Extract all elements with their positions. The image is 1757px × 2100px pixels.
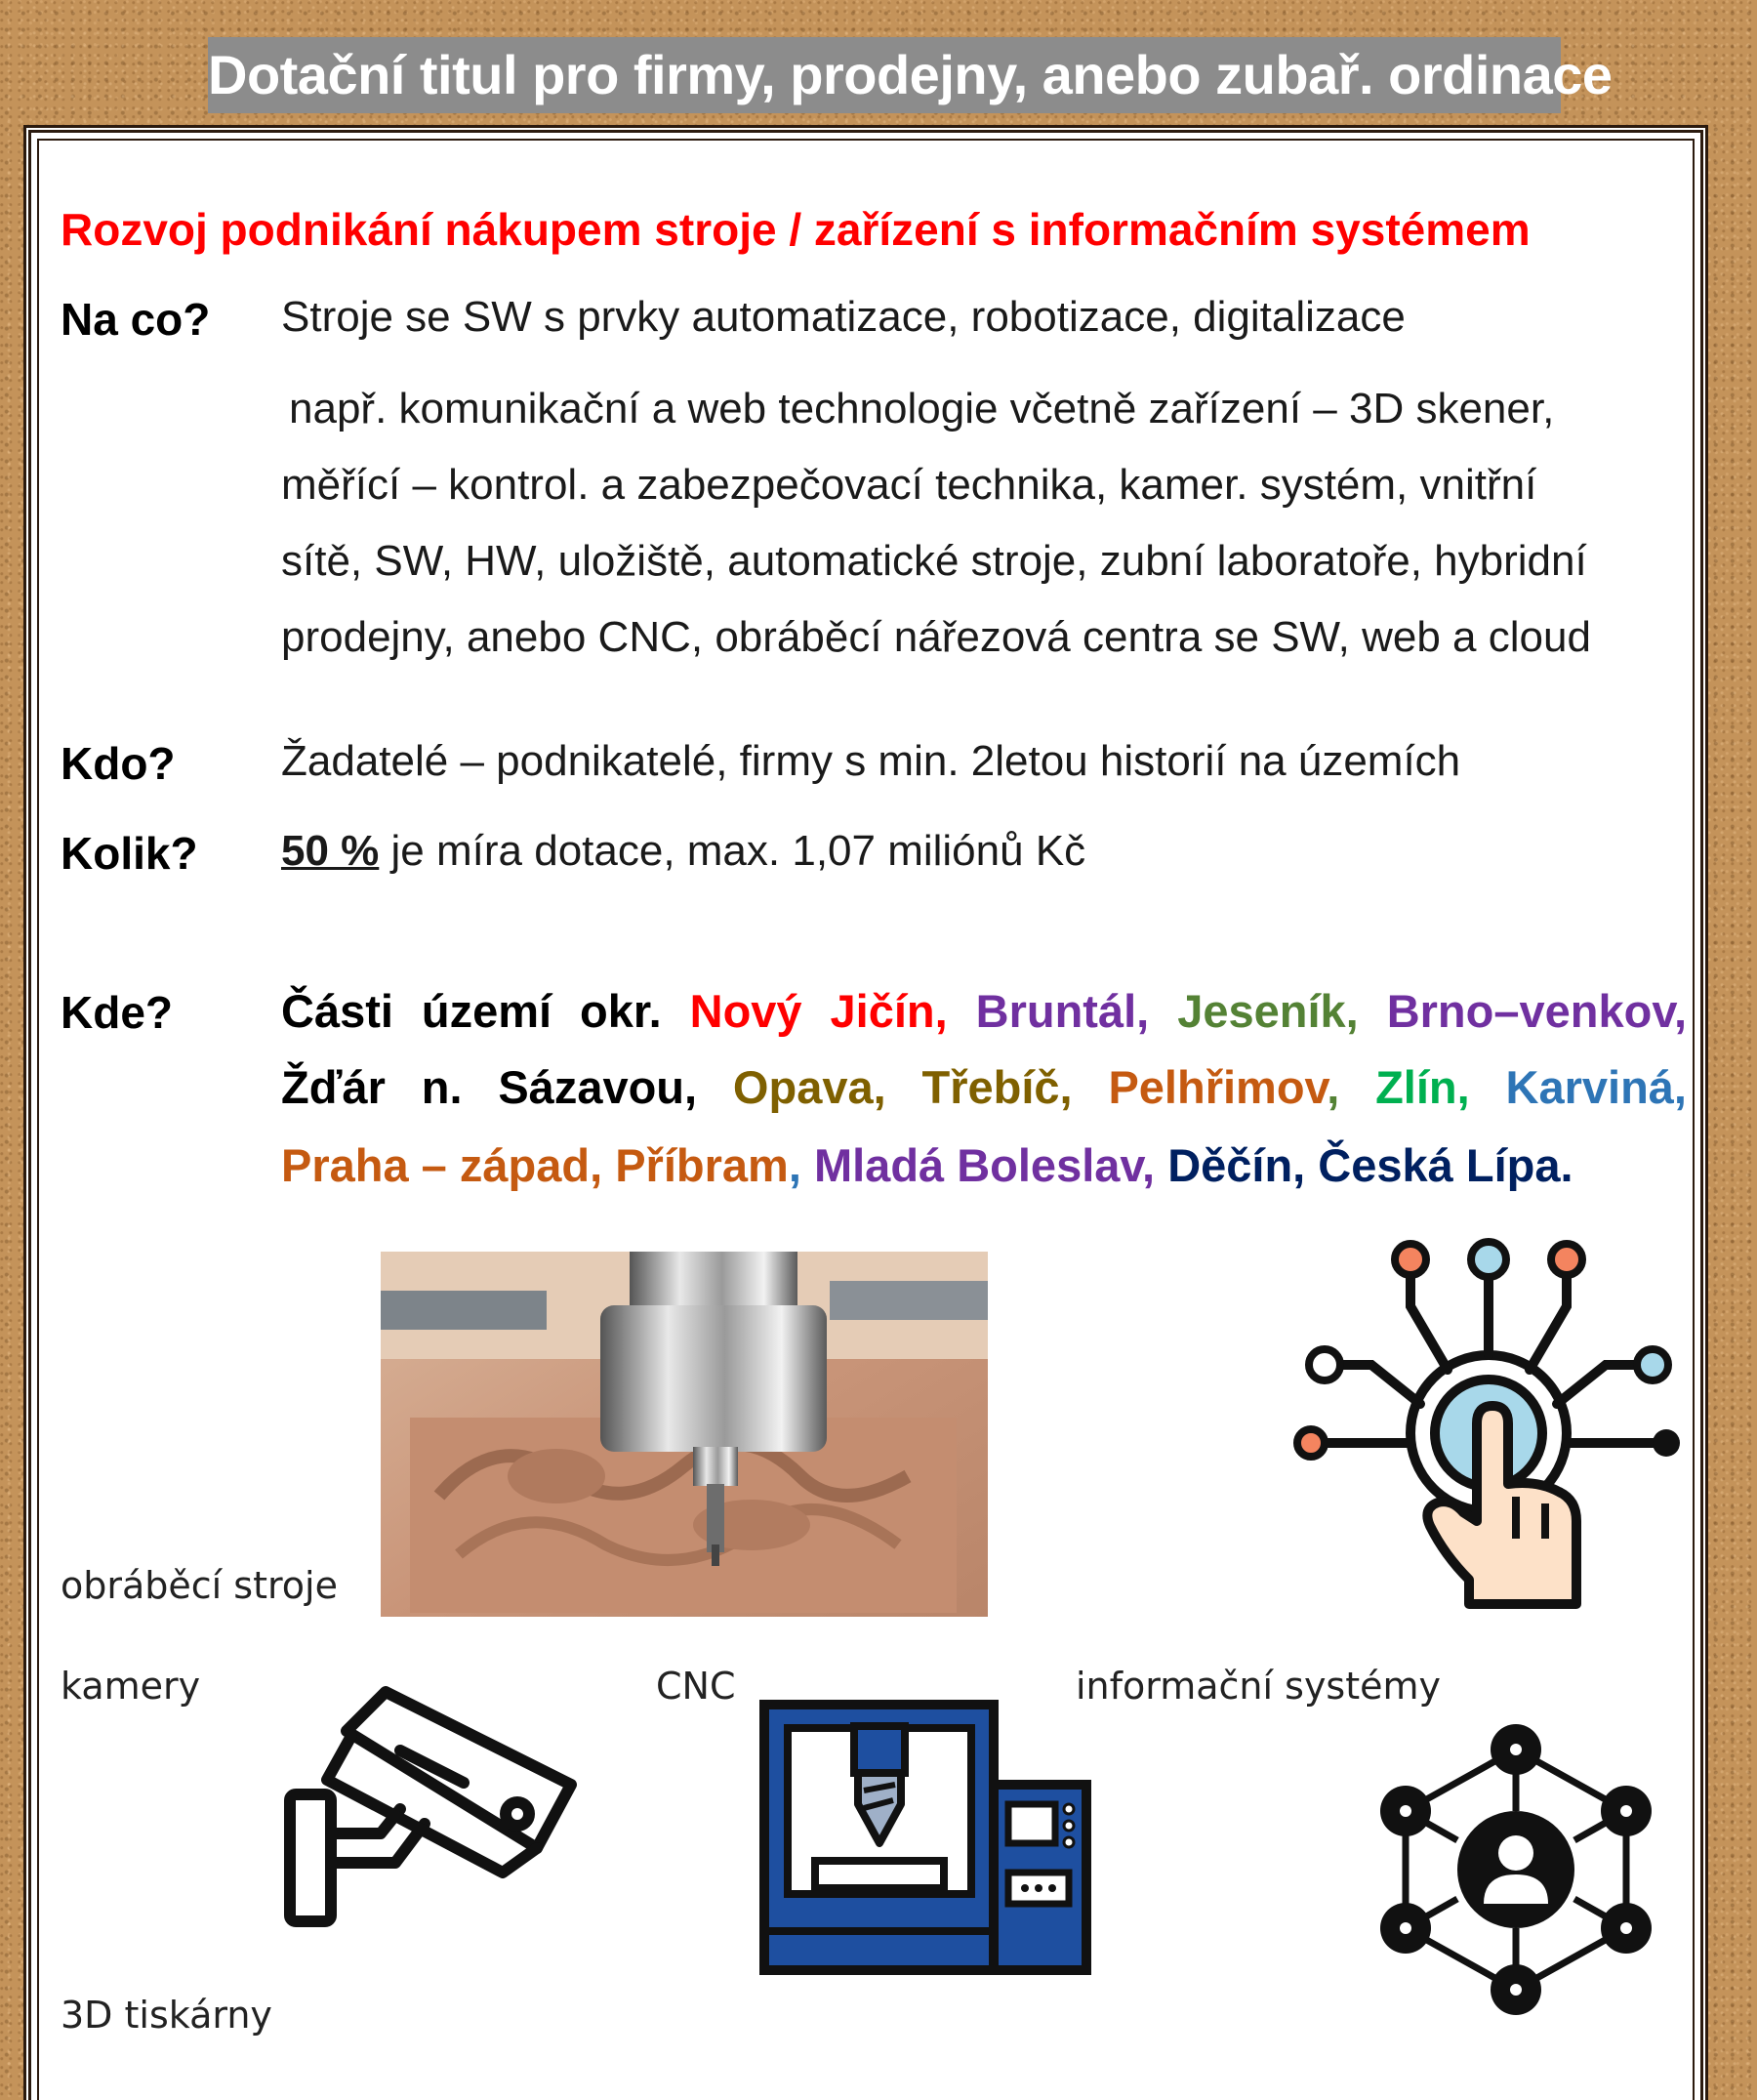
region-brno-venkov: Brno–venkov,	[1386, 985, 1688, 1037]
kde-line-2	[281, 1060, 1687, 1114]
comma: ,	[1327, 1061, 1340, 1113]
region-pelhrimov: Pelhřimov	[1108, 1061, 1328, 1113]
caption-cameras: kamery	[61, 1665, 201, 1708]
section-heading: Rozvoj podnikání nákupem stroje / zařízení s informačním systémem	[61, 204, 1531, 255]
region-mlada-boleslav: Mladá Boleslav,	[813, 1139, 1156, 1191]
naco-line-1: Stroje se SW s prvky automatizace, robotizace, digitalizace	[281, 293, 1406, 341]
kdo-text: Žadatelé – podnikatelé, firmy s min. 2letou historií na územích	[281, 737, 1461, 785]
region-karvina: Karviná,	[1505, 1061, 1687, 1113]
region-zdar: Žďár n. Sázavou,	[281, 1061, 698, 1113]
region-jesenik: Jeseník,	[1177, 985, 1359, 1037]
naco-detail-line: měřící – kontrol. a zabezpečovací technika, kamer. systém, vnitřní	[281, 461, 1537, 509]
label-naco: Na co?	[61, 294, 211, 345]
region-praha-zapad: Praha – západ,	[281, 1139, 603, 1191]
title-banner: Dotační titul pro firmy, prodejny, anebo zubař. ordinace	[208, 37, 1561, 113]
kde-intro: Části území okr.	[281, 985, 662, 1037]
region-trebic: Třebíč,	[921, 1061, 1073, 1113]
naco-detail-line: sítě, SW, HW, uložiště, automatické stroje, zubní laboratoře, hybridní	[281, 537, 1587, 585]
kde-line-3	[281, 1138, 1573, 1192]
kolik-text	[281, 827, 1085, 876]
label-kdo: Kdo?	[61, 738, 176, 789]
label-kolik: Kolik?	[61, 828, 198, 879]
naco-detail-line: např. komunikační a web technologie včetně zařízení – 3D skener,	[289, 385, 1555, 432]
caption-infosys: informační systémy	[1076, 1665, 1442, 1708]
region-novy-jicin: Nový Jičín,	[689, 985, 948, 1037]
label-kde: Kde?	[61, 987, 173, 1038]
kolik-rest: je míra dotace, max. 1,07 miliónů Kč	[379, 827, 1086, 875]
caption-cnc: CNC	[656, 1665, 736, 1708]
region-bruntal: Bruntál,	[975, 985, 1150, 1037]
kolik-percent: 50 %	[281, 827, 380, 875]
region-decin: Děčín,	[1167, 1139, 1306, 1191]
naco-detail-line: prodejny, anebo CNC, obráběcí nářezová centra se SW, web a cloud	[281, 613, 1591, 661]
kde-line-1	[281, 984, 1687, 1038]
security-camera-icon	[278, 1677, 591, 1936]
region-ceska-lipa: Česká Lípa.	[1318, 1139, 1573, 1191]
cnc-machine-icon	[756, 1697, 1094, 1980]
user-network-icon	[1374, 1718, 1657, 2021]
cnc-router-photo	[381, 1252, 988, 1617]
caption-printers: 3D tiskárny	[61, 1994, 272, 2037]
region-zlin: Zlín,	[1375, 1061, 1470, 1113]
touch-network-icon	[1293, 1228, 1684, 1619]
comma: ,	[788, 1139, 801, 1191]
region-pribram: Příbram	[615, 1139, 789, 1191]
region-opava: Opava,	[732, 1061, 886, 1113]
caption-machines: obráběcí stroje	[61, 1564, 338, 1607]
